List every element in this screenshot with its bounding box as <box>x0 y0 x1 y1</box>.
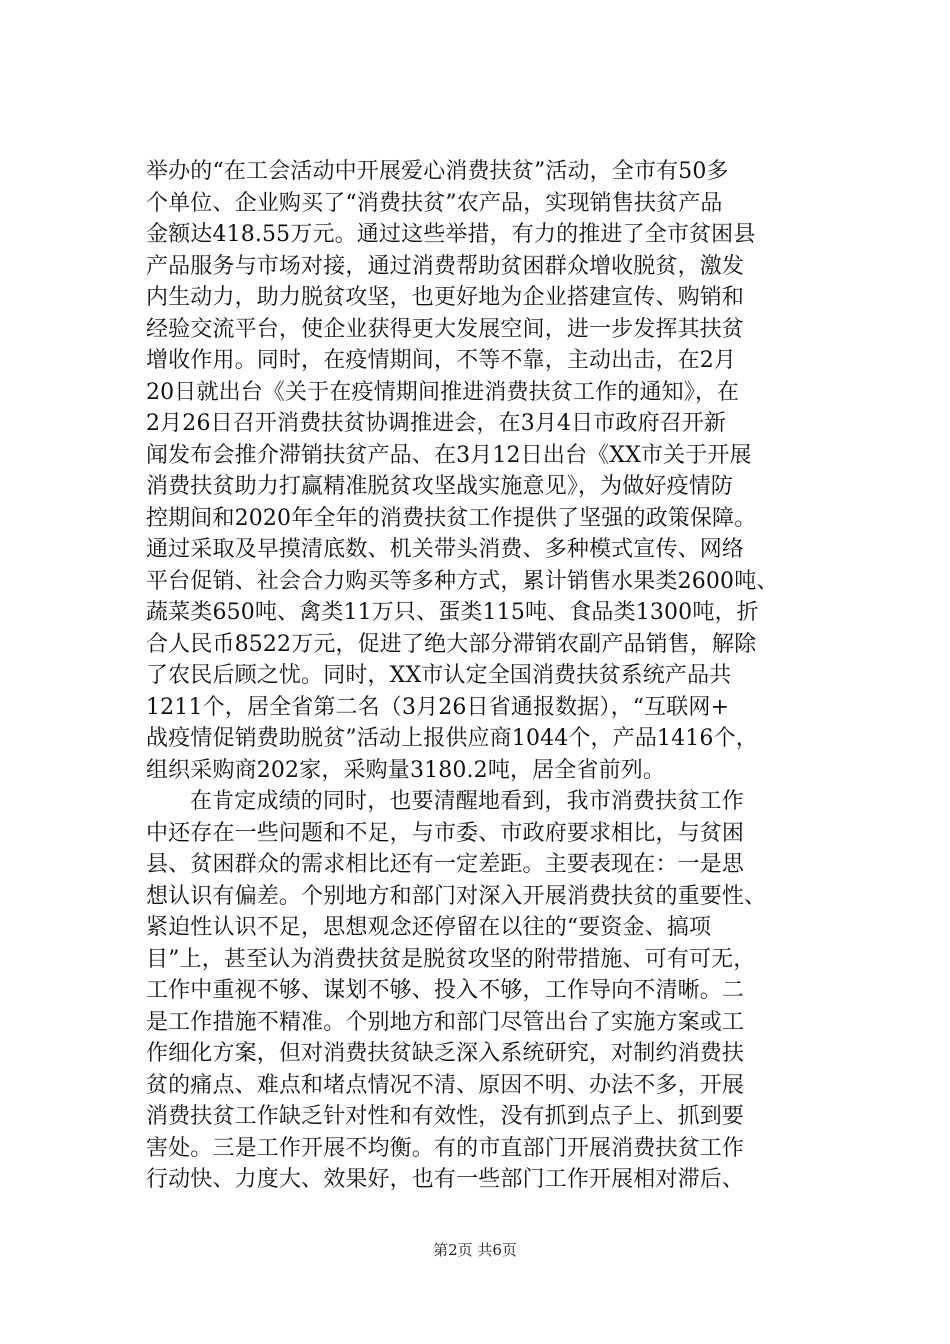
text-line: 害处。三是工作开展不均衡。有的市直部门开展消费扶贫工作 <box>146 1135 745 1161</box>
text-line: 行动快、力度大、效果好，也有一些部门工作开展相对滞后、 <box>146 1167 745 1192</box>
text-line: 举办的“在工会活动中开展爱心消费扶贫”活动，全市有50多 <box>146 159 729 184</box>
text-line: 合人民币8522万元，促进了绝大部分滞销农副产品销售，解除 <box>146 631 757 657</box>
text-line: 平台促销、社会合力购买等多种方式，累计销售水果类2600吨、 <box>146 568 779 594</box>
text-line: 经验交流平台，使企业获得更大发展空间，进一步发挥其扶贫 <box>146 316 745 342</box>
text-line: 中还存在一些问题和不足，与市委、市政府要求相比，与贫困 <box>146 820 745 846</box>
text-line: 产品服务与市场对接，通过消费帮助贫困群众增收脱贫，激发 <box>146 253 745 279</box>
text-line: 2月26日召开消费扶贫协调推进会，在3月4日市政府召开新 <box>146 411 727 436</box>
text-line: 工作中重视不够、谋划不够、投入不够，工作导向不清晰。二 <box>146 978 745 1003</box>
body-text <box>146 156 836 1196</box>
text-line: 在肯定成绩的同时，也要清醒地看到，我市消费扶贫工作 <box>190 789 744 814</box>
text-line: 1211个，居全省第二名（3月26日省通报数据），“互联网+ <box>146 694 730 720</box>
text-line: 紧迫性认识不足，思想观念还停留在以往的“要资金、搞项 <box>146 915 712 940</box>
text-line: 贫的痛点、难点和堵点情况不清、原因不明、办法不多，开展 <box>146 1072 745 1098</box>
text-line: 战疫情促销费助脱贫”活动上报供应商1044个，产品1416个， <box>146 726 758 751</box>
text-line: 是工作措施不精准。个别地方和部门尽管出台了实施方案或工 <box>146 1009 745 1035</box>
text-line: 闻发布会推介滞销扶贫产品、在3月12日出台《XX市关于开展 <box>146 442 752 468</box>
text-line: 通过采取及早摸清底数、机关带头消费、多种模式宣传、网络 <box>146 537 745 562</box>
text-line: 消费扶贫助力打赢精准脱贫攻坚战实施意见》，为做好疫情防 <box>146 474 734 499</box>
text-line: 控期间和2020年全年的消费扶贫工作提供了坚强的政策保障。 <box>146 505 757 531</box>
text-line: 想认识有偏差。个别地方和部门对深入开展消费扶贫的重要性、 <box>146 883 767 909</box>
text-line: 了农民后顾之忧。同时，XX市认定全国消费扶贫系统产品共 <box>146 663 732 688</box>
text-line: 20日就出台《关于在疫情期间推进消费扶贫工作的通知》，在 <box>146 379 740 405</box>
paragraph-1 <box>146 156 836 786</box>
text-line: 县、贫困群众的需求相比还有一定差距。主要表现在：一是思 <box>146 852 745 877</box>
page-footer: 第2页 共6页 <box>433 1241 517 1259</box>
text-line: 增收作用。同时，在疫情期间，不等不靠，主动出击，在2月 <box>146 348 737 373</box>
text-line: 金额达418.55万元。通过这些举措，有力的推进了全市贫困县 <box>146 222 756 247</box>
text-line: 目”上，甚至认为消费扶贫是脱贫攻坚的附带措施、可有可无， <box>146 946 756 972</box>
text-line: 蔬菜类650吨、禽类11万只、蛋类115吨、食品类1300吨，折 <box>146 600 759 625</box>
text-line: 组织采购商202家，采购量3180.2吨，居全省前列。 <box>146 757 666 783</box>
text-line: 个单位、企业购买了“消费扶贫”农产品，实现销售扶贫产品 <box>146 190 723 216</box>
text-line: 作细化方案，但对消费扶贫缺乏深入系统研究，对制约消费扶 <box>146 1041 745 1066</box>
text-line: 消费扶贫工作缺乏针对性和有效性，没有抓到点子上、抓到要 <box>146 1104 745 1129</box>
text-line: 内生动力，助力脱贫攻坚，也更好地为企业搭建宣传、购销和 <box>146 285 745 310</box>
paragraph-2 <box>146 786 836 1196</box>
